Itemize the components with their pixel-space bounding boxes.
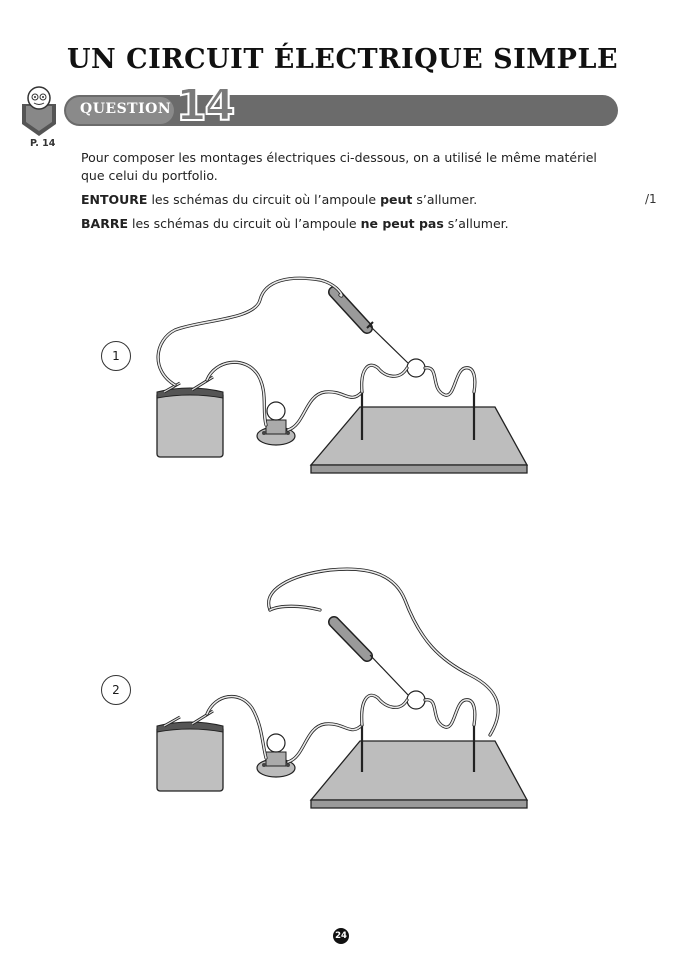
board-top [311, 407, 527, 465]
instruction-text-end: s’allumer. [412, 192, 478, 207]
page-number: 24 [333, 928, 349, 944]
instruction-circle [81, 192, 477, 207]
page-title: UN CIRCUIT ÉLECTRIQUE SIMPLE [66, 44, 619, 75]
score-box: /1 [645, 192, 657, 206]
question-label: QUESTION [80, 101, 172, 117]
instruction-text-end: s’allumer. [443, 216, 509, 231]
intro-text: Pour composer les montages électriques ci-dessous, on a utilisé le même matériel que celui du portfolio. [81, 150, 597, 183]
instruction-verb: ENTOURE [81, 192, 148, 207]
instruction-text: les schémas du circuit où l’ampoule [147, 192, 381, 207]
mascot-icon [18, 84, 60, 138]
board-top [311, 741, 527, 800]
instruction-emphasis: peut [380, 192, 413, 207]
circuit-diagram-1 [0, 260, 685, 490]
question-number: 14 [176, 80, 234, 131]
circuit-diagram-2 [0, 560, 685, 820]
figure-number-2: 2 [101, 675, 131, 705]
instruction-text: les schémas du circuit où l’ampoule [128, 216, 361, 231]
page-reference: P. 14 [30, 138, 56, 149]
figure-number-1: 1 [101, 341, 131, 371]
bulb [267, 734, 285, 752]
bulb [267, 402, 285, 420]
battery [157, 392, 223, 457]
instruction-emphasis: ne peut pas [360, 216, 444, 231]
instruction-strike [81, 216, 509, 231]
battery [157, 726, 223, 791]
board-edge [311, 800, 527, 808]
board-edge [311, 465, 527, 473]
instruction-verb: BARRE [81, 216, 128, 231]
